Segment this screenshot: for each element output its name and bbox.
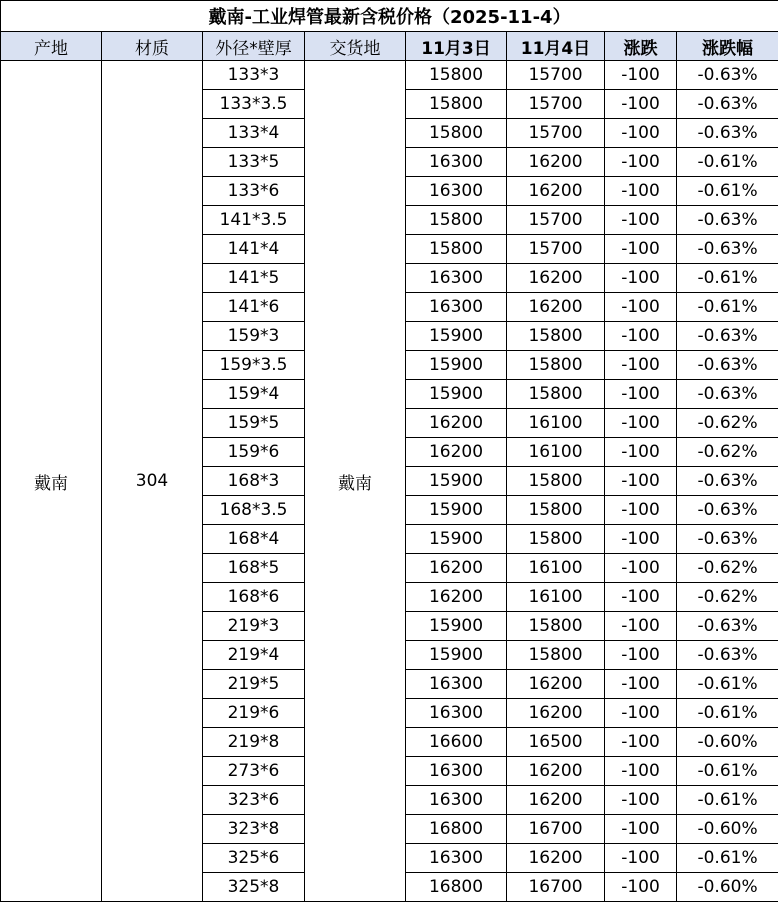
change-cell: -100 (605, 873, 677, 902)
spec-cell: 168*4 (203, 525, 305, 554)
change-cell: -100 (605, 409, 677, 438)
header-delivery: 交货地 (305, 32, 406, 61)
change-cell: -100 (605, 786, 677, 815)
price-date-1-cell: 15900 (406, 612, 507, 641)
header-origin: 产地 (1, 32, 102, 61)
change-pct-cell: -0.61% (677, 148, 778, 177)
spec-cell: 219*4 (203, 641, 305, 670)
header-change-pct: 涨跌幅 (677, 32, 778, 61)
origin-cell: 戴南 (1, 61, 102, 902)
spec-cell: 141*6 (203, 293, 305, 322)
price-date-2-cell: 16200 (507, 699, 605, 728)
change-pct-cell: -0.63% (677, 496, 778, 525)
change-pct-cell: -0.62% (677, 583, 778, 612)
price-date-1-cell: 16300 (406, 148, 507, 177)
spec-cell: 219*6 (203, 699, 305, 728)
spec-cell: 219*8 (203, 728, 305, 757)
spec-cell: 141*3.5 (203, 206, 305, 235)
change-pct-cell: -0.63% (677, 61, 778, 90)
spec-cell: 168*5 (203, 554, 305, 583)
change-pct-cell: -0.61% (677, 844, 778, 873)
spec-cell: 323*8 (203, 815, 305, 844)
price-date-1-cell: 15900 (406, 351, 507, 380)
price-date-1-cell: 16200 (406, 409, 507, 438)
price-date-2-cell: 15800 (507, 351, 605, 380)
price-date-1-cell: 16200 (406, 583, 507, 612)
price-date-2-cell: 15800 (507, 525, 605, 554)
spec-cell: 219*5 (203, 670, 305, 699)
price-date-1-cell: 16300 (406, 177, 507, 206)
change-pct-cell: -0.63% (677, 322, 778, 351)
change-cell: -100 (605, 148, 677, 177)
change-cell: -100 (605, 699, 677, 728)
change-pct-cell: -0.61% (677, 264, 778, 293)
change-cell: -100 (605, 380, 677, 409)
table-row (1, 61, 778, 90)
change-pct-cell: -0.63% (677, 90, 778, 119)
change-pct-cell: -0.61% (677, 699, 778, 728)
spec-cell: 219*3 (203, 612, 305, 641)
header-row (1, 32, 778, 61)
delivery-cell: 戴南 (305, 61, 406, 902)
spec-cell: 133*5 (203, 148, 305, 177)
spec-cell: 168*6 (203, 583, 305, 612)
change-cell: -100 (605, 264, 677, 293)
change-cell: -100 (605, 844, 677, 873)
price-date-1-cell: 16600 (406, 728, 507, 757)
spec-cell: 133*3.5 (203, 90, 305, 119)
price-date-1-cell: 15800 (406, 235, 507, 264)
change-pct-cell: -0.60% (677, 873, 778, 902)
price-date-2-cell: 16200 (507, 148, 605, 177)
change-pct-cell: -0.60% (677, 728, 778, 757)
change-cell: -100 (605, 583, 677, 612)
change-cell: -100 (605, 351, 677, 380)
change-pct-cell: -0.63% (677, 206, 778, 235)
price-date-1-cell: 16200 (406, 554, 507, 583)
spec-cell: 325*8 (203, 873, 305, 902)
spec-cell: 141*4 (203, 235, 305, 264)
price-date-1-cell: 16300 (406, 786, 507, 815)
spec-cell: 133*4 (203, 119, 305, 148)
spec-cell: 168*3 (203, 467, 305, 496)
price-date-1-cell: 16300 (406, 844, 507, 873)
change-cell: -100 (605, 496, 677, 525)
table-title: 戴南-工业焊管最新含税价格（2025-11-4） (1, 1, 778, 32)
header-date-2: 11月4日 (507, 32, 605, 61)
price-date-2-cell: 15800 (507, 641, 605, 670)
change-pct-cell: -0.61% (677, 293, 778, 322)
change-cell: -100 (605, 612, 677, 641)
price-date-1-cell: 15800 (406, 61, 507, 90)
price-date-2-cell: 15800 (507, 496, 605, 525)
price-date-1-cell: 15900 (406, 380, 507, 409)
change-pct-cell: -0.61% (677, 177, 778, 206)
change-pct-cell: -0.62% (677, 438, 778, 467)
price-date-1-cell: 15800 (406, 119, 507, 148)
spec-cell: 168*3.5 (203, 496, 305, 525)
price-date-2-cell: 16100 (507, 438, 605, 467)
price-date-2-cell: 15800 (507, 612, 605, 641)
price-date-1-cell: 15900 (406, 525, 507, 554)
header-change: 涨跌 (605, 32, 677, 61)
change-cell: -100 (605, 61, 677, 90)
change-cell: -100 (605, 119, 677, 148)
change-cell: -100 (605, 90, 677, 119)
change-cell: -100 (605, 728, 677, 757)
price-date-1-cell: 16300 (406, 670, 507, 699)
price-date-2-cell: 16200 (507, 757, 605, 786)
change-cell: -100 (605, 815, 677, 844)
change-pct-cell: -0.63% (677, 641, 778, 670)
change-pct-cell: -0.61% (677, 786, 778, 815)
price-date-2-cell: 16700 (507, 873, 605, 902)
price-date-1-cell: 16300 (406, 699, 507, 728)
spec-cell: 133*6 (203, 177, 305, 206)
spec-cell: 133*3 (203, 61, 305, 90)
price-date-1-cell: 15900 (406, 641, 507, 670)
price-date-1-cell: 15900 (406, 322, 507, 351)
price-date-2-cell: 16200 (507, 177, 605, 206)
change-pct-cell: -0.63% (677, 351, 778, 380)
price-date-1-cell: 16200 (406, 438, 507, 467)
header-spec: 外径*壁厚 (203, 32, 305, 61)
price-date-2-cell: 15800 (507, 467, 605, 496)
price-date-2-cell: 15700 (507, 119, 605, 148)
price-date-2-cell: 15800 (507, 322, 605, 351)
change-pct-cell: -0.63% (677, 380, 778, 409)
spec-cell: 159*5 (203, 409, 305, 438)
change-pct-cell: -0.63% (677, 119, 778, 148)
change-pct-cell: -0.60% (677, 815, 778, 844)
change-pct-cell: -0.61% (677, 757, 778, 786)
change-cell: -100 (605, 467, 677, 496)
change-cell: -100 (605, 235, 677, 264)
change-pct-cell: -0.63% (677, 612, 778, 641)
change-pct-cell: -0.61% (677, 670, 778, 699)
change-cell: -100 (605, 670, 677, 699)
change-cell: -100 (605, 525, 677, 554)
price-date-1-cell: 16800 (406, 873, 507, 902)
price-date-1-cell: 16300 (406, 757, 507, 786)
spec-cell: 159*6 (203, 438, 305, 467)
header-material: 材质 (102, 32, 203, 61)
spec-cell: 159*3.5 (203, 351, 305, 380)
change-cell: -100 (605, 641, 677, 670)
price-date-2-cell: 15800 (507, 380, 605, 409)
change-pct-cell: -0.63% (677, 467, 778, 496)
change-cell: -100 (605, 438, 677, 467)
price-date-2-cell: 16200 (507, 293, 605, 322)
price-date-2-cell: 16200 (507, 786, 605, 815)
change-cell: -100 (605, 293, 677, 322)
material-cell: 304 (102, 61, 203, 902)
change-cell: -100 (605, 757, 677, 786)
change-pct-cell: -0.62% (677, 554, 778, 583)
price-date-1-cell: 16800 (406, 815, 507, 844)
price-date-2-cell: 15700 (507, 90, 605, 119)
change-cell: -100 (605, 322, 677, 351)
change-pct-cell: -0.62% (677, 409, 778, 438)
price-date-2-cell: 16200 (507, 670, 605, 699)
header-date-1: 11月3日 (406, 32, 507, 61)
spec-cell: 159*3 (203, 322, 305, 351)
change-pct-cell: -0.63% (677, 235, 778, 264)
price-date-2-cell: 16100 (507, 409, 605, 438)
price-date-1-cell: 15900 (406, 496, 507, 525)
change-cell: -100 (605, 177, 677, 206)
price-date-2-cell: 16200 (507, 844, 605, 873)
price-date-1-cell: 15800 (406, 90, 507, 119)
spec-cell: 273*6 (203, 757, 305, 786)
price-date-2-cell: 16700 (507, 815, 605, 844)
price-date-1-cell: 15900 (406, 467, 507, 496)
price-date-2-cell: 16500 (507, 728, 605, 757)
price-date-2-cell: 16100 (507, 583, 605, 612)
price-date-2-cell: 15700 (507, 61, 605, 90)
price-date-2-cell: 15700 (507, 206, 605, 235)
table-body (1, 61, 778, 902)
change-pct-cell: -0.63% (677, 525, 778, 554)
price-date-1-cell: 16300 (406, 264, 507, 293)
price-date-2-cell: 16200 (507, 264, 605, 293)
change-cell: -100 (605, 206, 677, 235)
spec-cell: 159*4 (203, 380, 305, 409)
price-date-1-cell: 15800 (406, 206, 507, 235)
price-date-2-cell: 15700 (507, 235, 605, 264)
price-date-2-cell: 16100 (507, 554, 605, 583)
spec-cell: 325*6 (203, 844, 305, 873)
price-date-1-cell: 16300 (406, 293, 507, 322)
spec-cell: 141*5 (203, 264, 305, 293)
spec-cell: 323*6 (203, 786, 305, 815)
change-cell: -100 (605, 554, 677, 583)
